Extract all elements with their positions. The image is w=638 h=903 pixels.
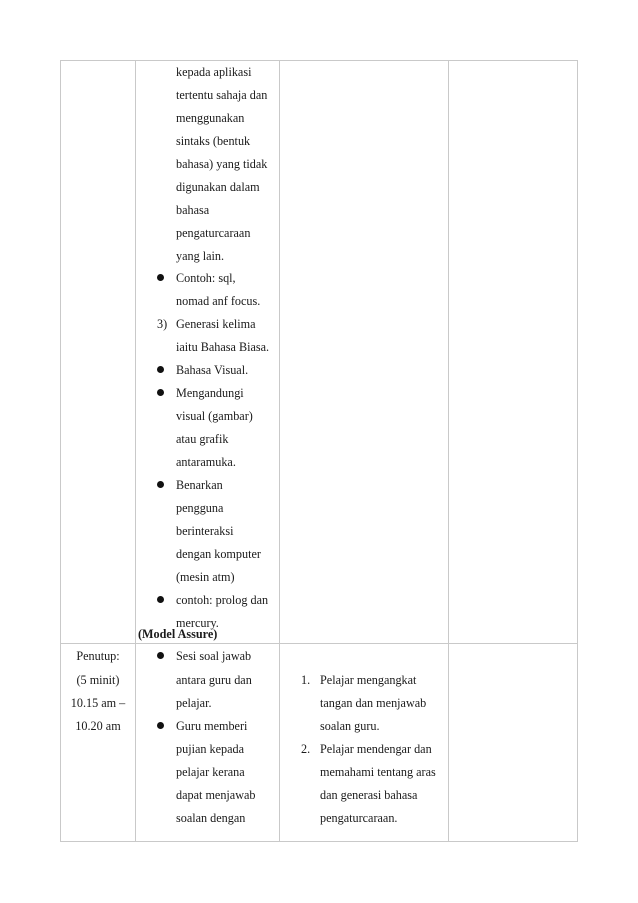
text-line: mercury. bbox=[176, 616, 219, 630]
text-line: Pelajar mendengar dan bbox=[320, 742, 432, 756]
text-line: soalan guru. bbox=[320, 719, 380, 733]
text-line: kepada aplikasi bbox=[176, 65, 252, 79]
text-line: Bahasa Visual. bbox=[176, 363, 249, 377]
text-line: Sesi soal jawab bbox=[176, 649, 252, 663]
text-line: pelajar. bbox=[176, 696, 212, 710]
row-divider bbox=[61, 643, 577, 644]
lesson-plan-table bbox=[60, 60, 578, 842]
bullet-icon bbox=[157, 652, 164, 659]
text-line: (mesin atm) bbox=[176, 570, 235, 584]
text-line: yang lain. bbox=[176, 249, 225, 263]
text-line: iaitu Bahasa Biasa. bbox=[176, 340, 270, 354]
text-line: pengaturcaraan. bbox=[320, 811, 398, 825]
stage-time-end: 10.20 am bbox=[75, 719, 121, 733]
text-line: berinteraksi bbox=[176, 524, 234, 538]
text-line: tertentu sahaja dan bbox=[176, 88, 268, 102]
bullet-icon bbox=[157, 389, 164, 396]
bullet-icon bbox=[157, 481, 164, 488]
text-line: Generasi kelima bbox=[176, 317, 256, 331]
column-divider bbox=[135, 61, 136, 841]
text-line: visual (gambar) bbox=[176, 409, 253, 423]
text-line: antara guru dan bbox=[176, 673, 252, 687]
text-line: Mengandungi bbox=[176, 386, 244, 400]
text-line: nomad anf focus. bbox=[176, 294, 261, 308]
text-line: Guru memberi bbox=[176, 719, 248, 733]
text-line: atau grafik bbox=[176, 432, 229, 446]
stage-duration: (5 minit) bbox=[76, 673, 120, 687]
text-line: pengguna bbox=[176, 501, 224, 515]
text-line: soalan dengan bbox=[176, 811, 246, 825]
bullet-icon bbox=[157, 366, 164, 373]
column-divider bbox=[279, 61, 280, 841]
list-number: 3) bbox=[157, 317, 168, 331]
stage-time-start: 10.15 am – bbox=[70, 696, 126, 710]
bullet-icon bbox=[157, 274, 164, 281]
text-line: contoh: prolog dan bbox=[176, 593, 269, 607]
list-number: 1. bbox=[301, 673, 311, 687]
text-line: Benarkan bbox=[176, 478, 223, 492]
model-note: (Model Assure) bbox=[138, 627, 218, 641]
text-line: dan generasi bahasa bbox=[320, 788, 418, 802]
text-line: dengan komputer bbox=[176, 547, 261, 561]
text-line: pelajar kerana bbox=[176, 765, 245, 779]
text-line: dapat menjawab bbox=[176, 788, 256, 802]
text-line: memahami tentang aras bbox=[320, 765, 436, 779]
text-line: Pelajar mengangkat bbox=[320, 673, 417, 687]
bullet-icon bbox=[157, 596, 164, 603]
text-line: pengaturcaraan bbox=[176, 226, 251, 240]
text-line: digunakan dalam bbox=[176, 180, 260, 194]
bullet-icon bbox=[157, 722, 164, 729]
text-line: bahasa) yang tidak bbox=[176, 157, 268, 171]
stage-label: Penutup: bbox=[76, 649, 120, 663]
column-divider bbox=[448, 61, 449, 841]
text-line: antaramuka. bbox=[176, 455, 236, 469]
text-line: tangan dan menjawab bbox=[320, 696, 427, 710]
list-number: 2. bbox=[301, 742, 311, 756]
text-line: bahasa bbox=[176, 203, 210, 217]
text-line: sintaks (bentuk bbox=[176, 134, 251, 148]
text-line: Contoh: sql, bbox=[176, 271, 236, 285]
text-line: menggunakan bbox=[176, 111, 245, 125]
text-line: pujian kepada bbox=[176, 742, 245, 756]
